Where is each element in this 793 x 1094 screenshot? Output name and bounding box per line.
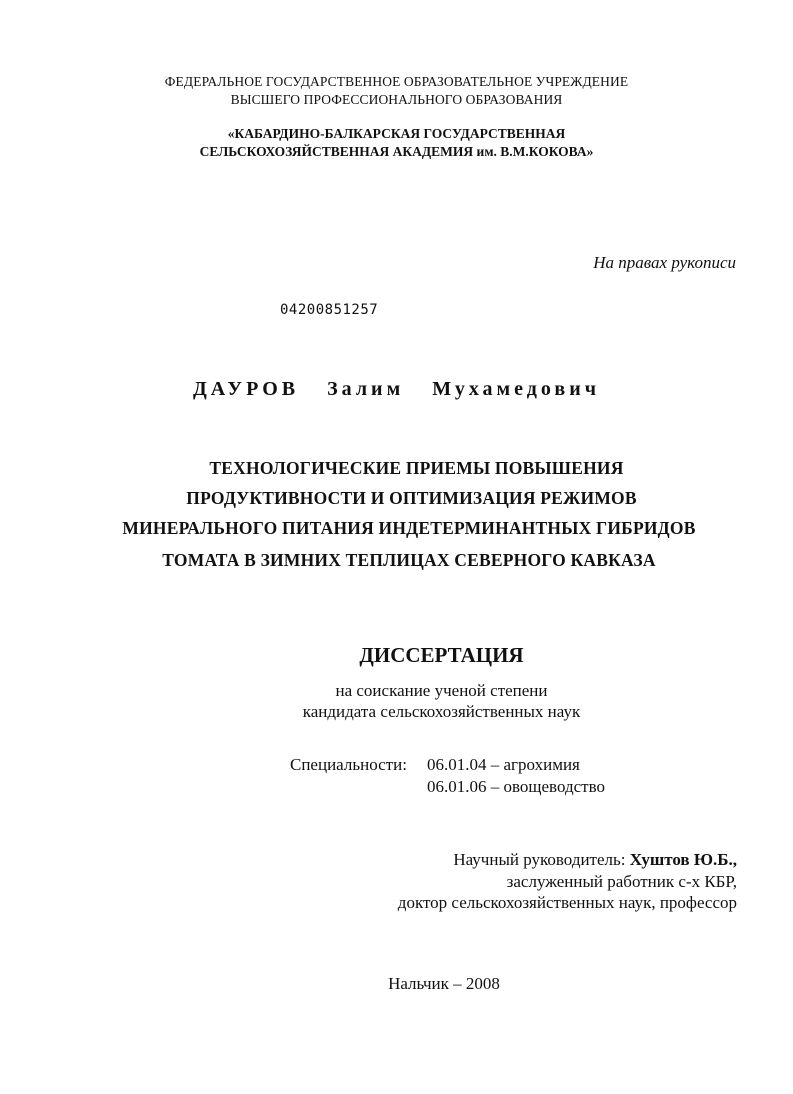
author-patronymic: Мухамедович: [432, 378, 601, 400]
specialty-item: 06.01.04 – агрохимия: [427, 755, 580, 774]
supervisor-line: [453, 849, 737, 871]
title-line-4: ТОМАТА В ЗИМНИХ ТЕПЛИЦАХ СЕВЕРНОГО КАВКАЗА: [162, 550, 656, 570]
author-surname: ДАУРОВ: [192, 378, 300, 400]
academy-line-2: СЕЛЬСКОХОЗЯЙСТВЕННАЯ АКАДЕМИЯ им. В.М.КОКОВА»: [199, 144, 594, 159]
institution-line-2: ВЫСШЕГО ПРОФЕССИОНАЛЬНОГО ОБРАЗОВАНИЯ: [230, 92, 563, 107]
institution-line-1: ФЕДЕРАЛЬНОЕ ГОСУДАРСТВЕННОЕ ОБРАЗОВАТЕЛЬНОЕ УЧРЕЖДЕНИЕ: [164, 74, 629, 89]
title-line-1: ТЕХНОЛОГИЧЕСКИЕ ПРИЕМЫ ПОВЫШЕНИЯ: [209, 458, 624, 478]
rights-note: На правах рукописи: [593, 253, 736, 272]
supervisor-label: Научный руководитель:: [453, 850, 626, 869]
specialty-item: 06.01.06 – овощеводство: [427, 777, 606, 796]
supervisor-name: Хуштов Ю.Б.,: [629, 850, 737, 869]
supervisor-title-1: заслуженный работник с-х КБР,: [506, 872, 737, 891]
academy-line-1: «КАБАРДИНО-БАЛКАРСКАЯ ГОСУДАРСТВЕННАЯ: [227, 126, 566, 141]
specialties-label: Специальности:: [290, 755, 407, 774]
catalog-code: 04200851257: [280, 302, 379, 318]
place-year: Нальчик – 2008: [388, 974, 500, 993]
document-type: ДИССЕРТАЦИЯ: [359, 643, 524, 667]
title-line-2: ПРОДУКТИВНОСТИ И ОПТИМИЗАЦИЯ РЕЖИМОВ: [186, 488, 637, 508]
author-first-name: Залим: [327, 378, 405, 400]
title-line-3: МИНЕРАЛЬНОГО ПИТАНИЯ ИНДЕТЕРМИНАНТНЫХ ГИБРИДОВ: [122, 518, 696, 538]
author-name: [0, 378, 793, 401]
supervisor-title-2: доктор сельскохозяйственных наук, профессор: [397, 893, 737, 912]
degree-line-2: кандидата сельскохозяйственных наук: [302, 702, 581, 721]
degree-line-1: на соискание ученой степени: [335, 681, 548, 700]
